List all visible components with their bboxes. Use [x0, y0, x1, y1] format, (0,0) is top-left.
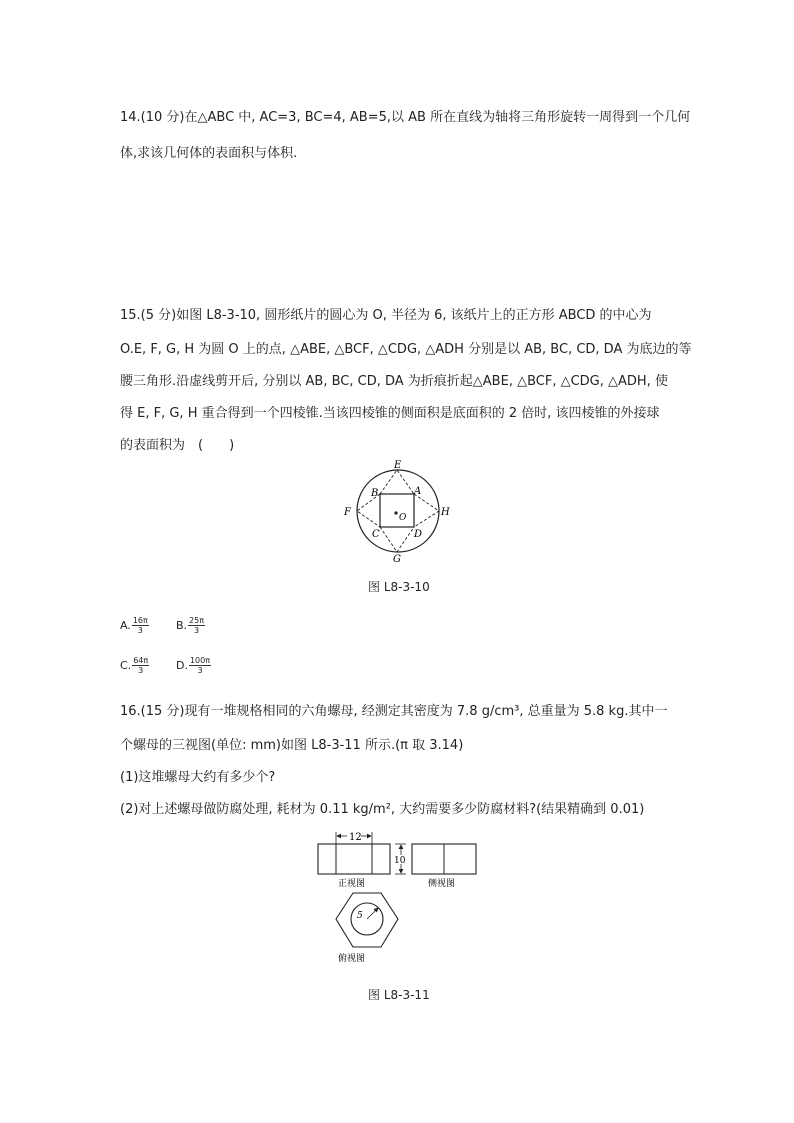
q15-line-5: 的表面积为 ( ): [120, 438, 235, 453]
label-e: E: [394, 460, 402, 471]
label-front-view: 正视图: [338, 879, 366, 889]
option-c[interactable]: C. $\frac{64\pi}{3}$: [120, 656, 149, 675]
option-a[interactable]: A. $\frac{16\pi}{3}$: [120, 616, 148, 635]
q16-line-3: (1)这堆螺母大约有多少个?: [120, 770, 276, 785]
label-d: D: [414, 529, 423, 540]
label-a: A: [414, 486, 422, 497]
q15-line-2: O.E, F, G, H 为圆 O 上的点, △ABE, △BCF, △CDG, △ADH 分别是以 AB, BC, CD, DA 为底边的等: [120, 342, 692, 357]
label-g: G: [393, 554, 401, 565]
q14-line-2: 体,求该几何体的表面积与体积.: [120, 146, 298, 161]
figure-caption-l8-3-10: 图 L8-3-10: [368, 580, 430, 594]
option-d[interactable]: D. $\frac{100\pi}{3}$: [176, 656, 211, 675]
label-c: C: [372, 529, 380, 540]
label-f: F: [344, 507, 351, 518]
label-top-view: 俯视图: [338, 954, 366, 964]
q16-line-4: (2)对上述螺母做防腐处理, 耗材为 0.11 kg/m², 大约需要多少防腐材料?(结果精确到 0.01): [120, 802, 645, 817]
dim-width: 12: [349, 832, 362, 843]
figure-l8-3-11: [310, 826, 490, 971]
label-b: B: [371, 488, 379, 499]
q14-line-1: 14.(10 分)在△ABC 中, AC=3, BC=4, AB=5,以 AB 所在直线为轴将三角形旋转一周得到一个几何: [120, 110, 691, 125]
dim-radius: 5: [357, 911, 363, 921]
dim-height: 10: [394, 856, 406, 866]
q16-line-1: 16.(15 分)现有一堆规格相同的六角螺母, 经测定其密度为 7.8 g/cm³, 总重量为 5.8 kg.其中一: [120, 704, 668, 719]
label-h: H: [441, 507, 450, 518]
option-b[interactable]: B. $\frac{25\pi}{3}$: [176, 616, 205, 635]
q15-line-1: 15.(5 分)如图 L8-3-10, 圆形纸片的圆心为 O, 半径为 6, 该纸片上的正方形 ABCD 的中心为: [120, 308, 652, 323]
label-side-view: 侧视图: [428, 879, 456, 889]
figure-caption-l8-3-11: 图 L8-3-11: [368, 988, 430, 1002]
q15-line-3: 腰三角形.沿虚线剪开后, 分别以 AB, BC, CD, DA 为折痕折起△ABE, △BCF, △CDG, △ADH, 使: [120, 374, 668, 389]
q15-line-4: 得 E, F, G, H 重合得到一个四棱锥.当该四棱锥的侧面积是底面积的 2 倍时, 该四棱锥的外接球: [120, 406, 660, 421]
q16-line-2: 个螺母的三视图(单位: mm)如图 L8-3-11 所示.(π 取 3.14): [120, 738, 464, 753]
figure-l8-3-10: [340, 458, 460, 568]
label-o: O: [399, 513, 407, 523]
